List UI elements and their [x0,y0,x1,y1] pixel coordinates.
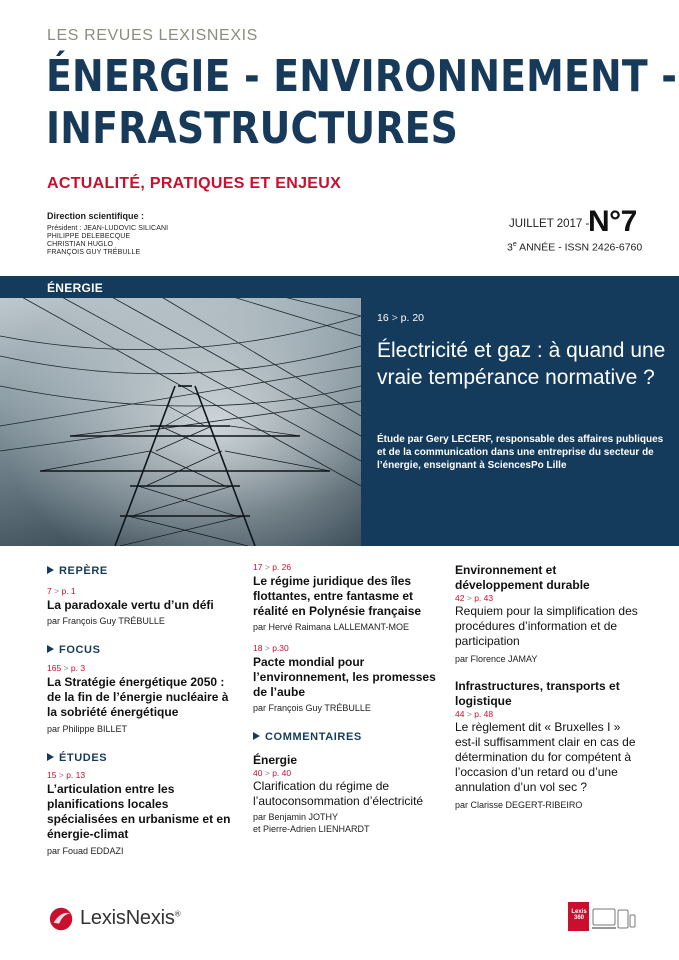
publication-kicker: LES REVUES LEXISNEXIS [47,27,258,44]
article-ref: 15 > p. 13 [47,770,86,780]
article-body: Requiem pour la simplification des procédures d’information et de participation [455,604,638,648]
topic-title: Énergie [253,753,298,767]
article-author: par Clarisse DEGERT-RIBEIRO [455,800,583,810]
director-name: CHRISTIAN HUGLO [47,241,114,248]
triangle-icon [47,645,54,653]
year-sup: e [512,241,517,248]
ref-arrow: > [391,312,398,324]
journal-title-line-1: ÉNERGIE - ENVIRONNEMENT - [46,51,678,102]
ref-number: 16 [377,312,389,324]
article-ref: 17 > p. 26 [253,562,292,572]
devices-icon [592,907,636,933]
section-heading-commentaires: COMMENTAIRES [253,731,443,743]
feature-description: Étude par Gery LECERF, responsable des affaires publiques et de la communication dans une entreprise du secteur de l’énergie, enseignant à SciencesPo Lille [377,434,664,471]
director-name: FRANÇOIS GUY TRÉBULLE [47,249,141,256]
article-title: L’articulation entre les planifications locales spécialisées en urbanisme et en énergie-climat [47,782,231,841]
lexisnexis-wordmark: LexisNexis® [80,907,181,929]
section-heading-etudes: ÉTUDES [47,752,237,764]
article-author: par Florence JAMAY [455,654,538,664]
year-rest: ANNÉE - ISSN 2426-6760 [516,241,643,254]
issue-date: JUILLET 2017 - [509,218,590,230]
column-3 [455,563,640,811]
article-ref: 18 > p.30 [253,643,289,653]
section-heading-focus: FOCUS [47,644,237,656]
column-1 [47,565,237,857]
issue-number: N°7 [588,205,637,238]
article-title: Pacte mondial pour l’environnement, les promesses de l’aube [253,655,436,699]
section-heading-repere: REPÈRE [47,565,237,577]
article-author: et Pierre-Adrien LIENHARDT [253,824,370,834]
article-ref: 165 > p. 3 [47,663,86,673]
topic-title: Infrastructures, transports et logistique [455,679,620,708]
article-body: Clarification du régime de l’autoconsommation d’électricité [253,779,424,808]
article-author: par Benjamin JOTHY [253,812,339,822]
journal-title-line-2: INFRASTRUCTURES [46,103,459,154]
topic-title: Environnement et développement durable [455,563,590,592]
triangle-icon [47,753,54,761]
column-2 [253,562,443,835]
article-title: Le régime juridique des îles flottantes, entre fantasme et réalité en Polynésie française [253,574,422,618]
article-title: La paradoxale vertu d’un défi [47,598,214,612]
director-name: Président : JEAN-LUDOVIC SILICANI [47,225,169,232]
article-ref: 44 > p. 48 [455,709,494,719]
section-tab-label: ÉNERGIE [47,281,104,295]
article-author: par Hervé Raimana LALLEMANT-MOE [253,622,410,632]
lexis360-badge-label: Lexis 360 [571,909,587,921]
article-title: La Stratégie énergétique 2050 : de la fin de l’énergie nucléaire à la sobriété énergétique [47,675,229,719]
feature-ref [377,312,424,324]
article-body: Le règlement dit « Bruxelles I » est-il suffisamment clair en cas de détermination du for compétent à l’occasion d’un retard ou d’une annulation d’un vol sec ? [455,720,636,794]
article-ref: 7 > p. 1 [47,586,76,596]
article-author: par Fouad EDDAZI [47,846,124,856]
triangle-icon [253,732,260,740]
pylon-photo [0,276,361,546]
pylon-illustration [0,276,361,546]
journal-subtitle: ACTUALITÉ, PRATIQUES ET ENJEUX [47,175,342,192]
direction-label: Direction scientifique : [47,211,145,221]
feature-title: Électricité et gaz : à quand une vraie tempérance normative ? [377,339,666,389]
triangle-icon [47,566,54,574]
article-ref: 42 > p. 43 [455,593,494,603]
ref-page: p. 20 [400,312,425,324]
director-name: PHILIPPE DELEBECQUE [47,233,131,240]
lexisnexis-logo-icon [47,905,77,933]
year-prefix: 3 [507,241,513,254]
article-author: par François Guy TRÉBULLE [253,703,371,713]
article-ref: 40 > p. 40 [253,768,292,778]
article-author: par Philippe BILLET [47,724,128,734]
issue-year [507,241,642,254]
article-author: par François Guy TRÉBULLE [47,616,165,626]
